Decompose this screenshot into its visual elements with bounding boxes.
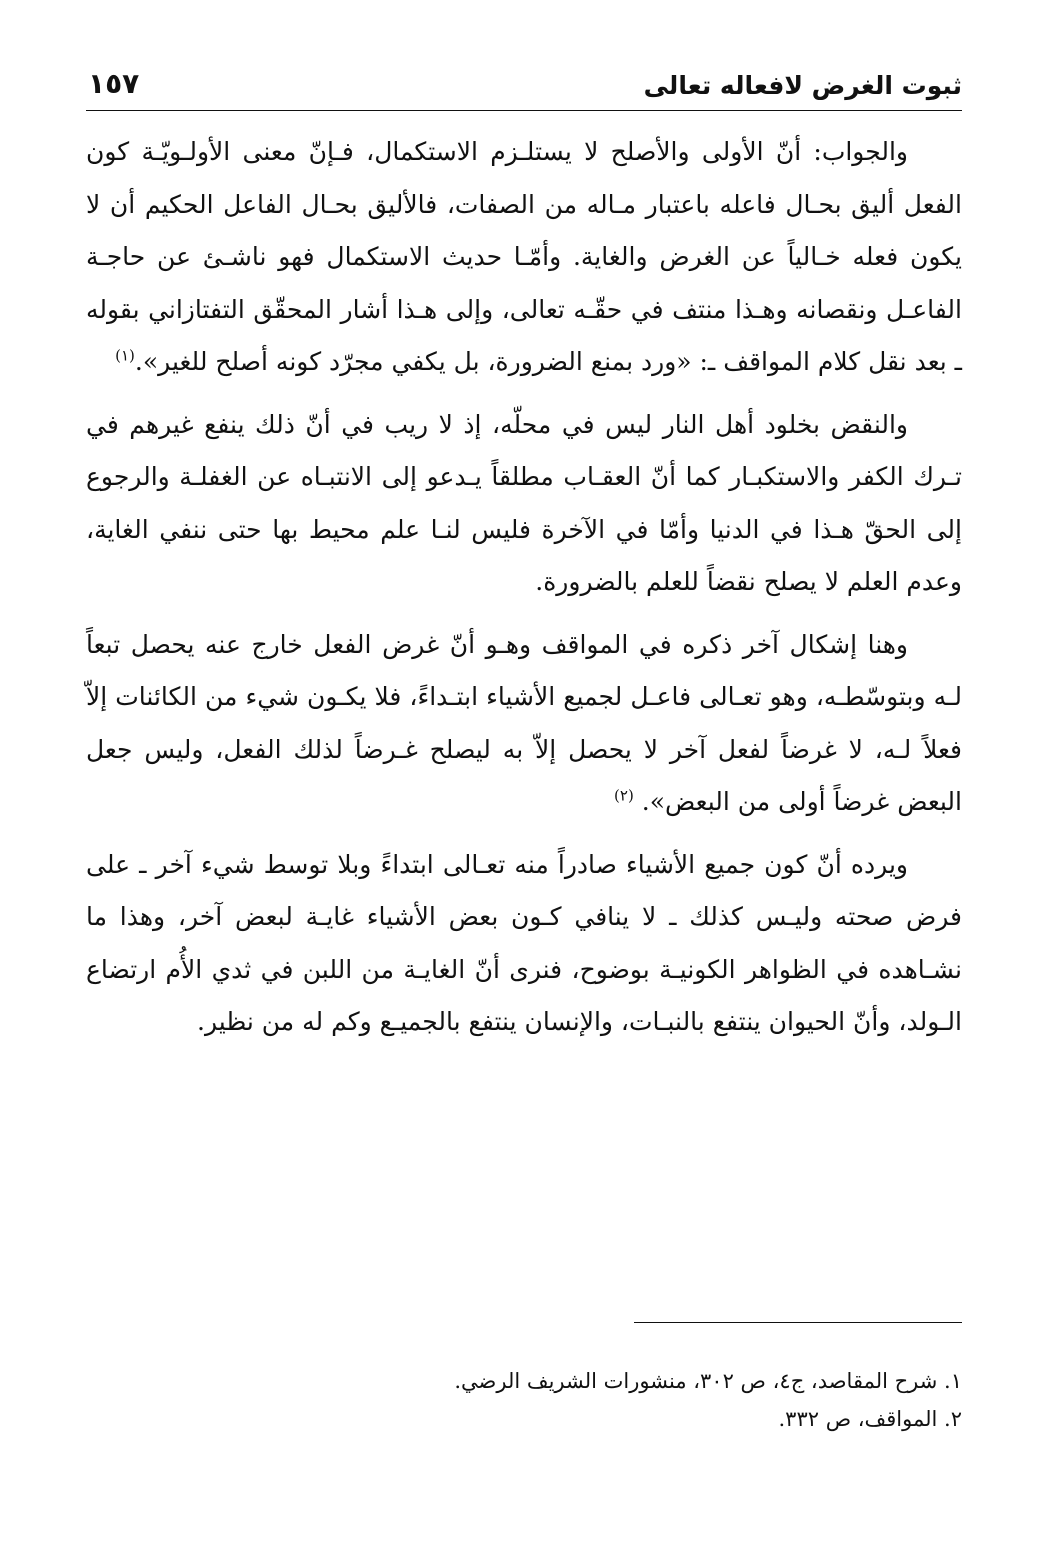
body-text bbox=[86, 126, 962, 1059]
paragraph bbox=[86, 126, 962, 389]
footnote-ref[interactable]: (١) bbox=[115, 346, 135, 365]
paragraph-text: والنقض بخلود أهل النار ليس في محلّه، إذ لا ريب في أنّ ذلك ينفع غيرهم في تـرك الكفر والاستكبـار كما أنّ العقـاب مطلقاً يـدعو إلى الانتبـاه عن الغفلـة والرجوع إلى الحقّ هـذا في الدنيا وأمّا في الآخرة فليس لنـا علم محيط بها حتى ننفي الغاية، وعدم العلم لا يصلح نقضاً للعلم بالضرورة. bbox=[86, 409, 962, 596]
paragraph bbox=[86, 619, 962, 829]
paragraph-text: وهنا إشكال آخر ذكره في المواقف وهـو أنّ غرض الفعل خارج عنه يحصل تبعاً لـه وبتوسّطـه، وهو تعـالى فاعـل لجميع الأشياء ابتـداءً، فلا يكـون شيء من الكائنات إلاّ فعلاً لـه، لا غرضاً لفعل آخر لا يحصل إلاّ به ليصلح غـرضاً لذلك الفعل، وليس جعل البعض غرضاً أولى من البعض». bbox=[86, 629, 962, 816]
paragraph bbox=[86, 839, 962, 1049]
running-title: ثبوت الغرض لافعاله تعالى bbox=[643, 71, 962, 100]
page-number: ١٥٧ bbox=[88, 67, 140, 100]
footnote-ref[interactable]: (٢) bbox=[614, 786, 634, 805]
running-header bbox=[88, 56, 962, 100]
footnote-item: ١. شرح المقاصد، ج٤، ص ٣٠٢، منشورات الشريف الرضي. bbox=[454, 1369, 962, 1393]
paragraph bbox=[86, 399, 962, 609]
footnote-item: ٢. المواقف، ص ٣٣٢. bbox=[778, 1407, 962, 1431]
footnote-divider bbox=[634, 1322, 962, 1323]
paragraph-text: والجواب: أنّ الأولى والأصلح لا يستلـزم الاستكمال، فـإنّ معنى الأولـويّـة كون الفعل أليق بحـال فاعله باعتبار مـاله من الصفات، فالأليق بحـال الفاعل الحكيم أن لا يكون فعله خـالياً عن الغرض والغاية. وأمّـا حديث الاستكمال فهو ناشـئ عن حاجـة الفاعـل ونقصانه وهـذا منتف في حقّـه تعالى، وإلى هـذا أشار المحقّق التفتازاني بقوله ـ بعد نقل كلام المواقف ـ: «ورد بمنع الضرورة، بل يكفي مجرّد كونه أصلح للغير». bbox=[86, 137, 962, 376]
header-divider bbox=[86, 110, 962, 111]
footnotes bbox=[86, 1362, 962, 1438]
paragraph-text: ويرده أنّ كون جميع الأشياء صادراً منه تعـالى ابتداءً وبلا توسط شيء آخر ـ على فرض صحته وليـس كذلك ـ لا ينافي كـون بعض الأشياء غايـة لبعض آخر، وهذا ما نشـاهده في الظواهر الكونيـة بوضوح، فنرى أنّ الغايـة من اللبن في ثدي الأُم ارتضاع الـولد، وأنّ الحيوان ينتفع بالنبـات، والإنسان ينتفع بالجميـع وكم له من نظير. bbox=[86, 849, 963, 1036]
